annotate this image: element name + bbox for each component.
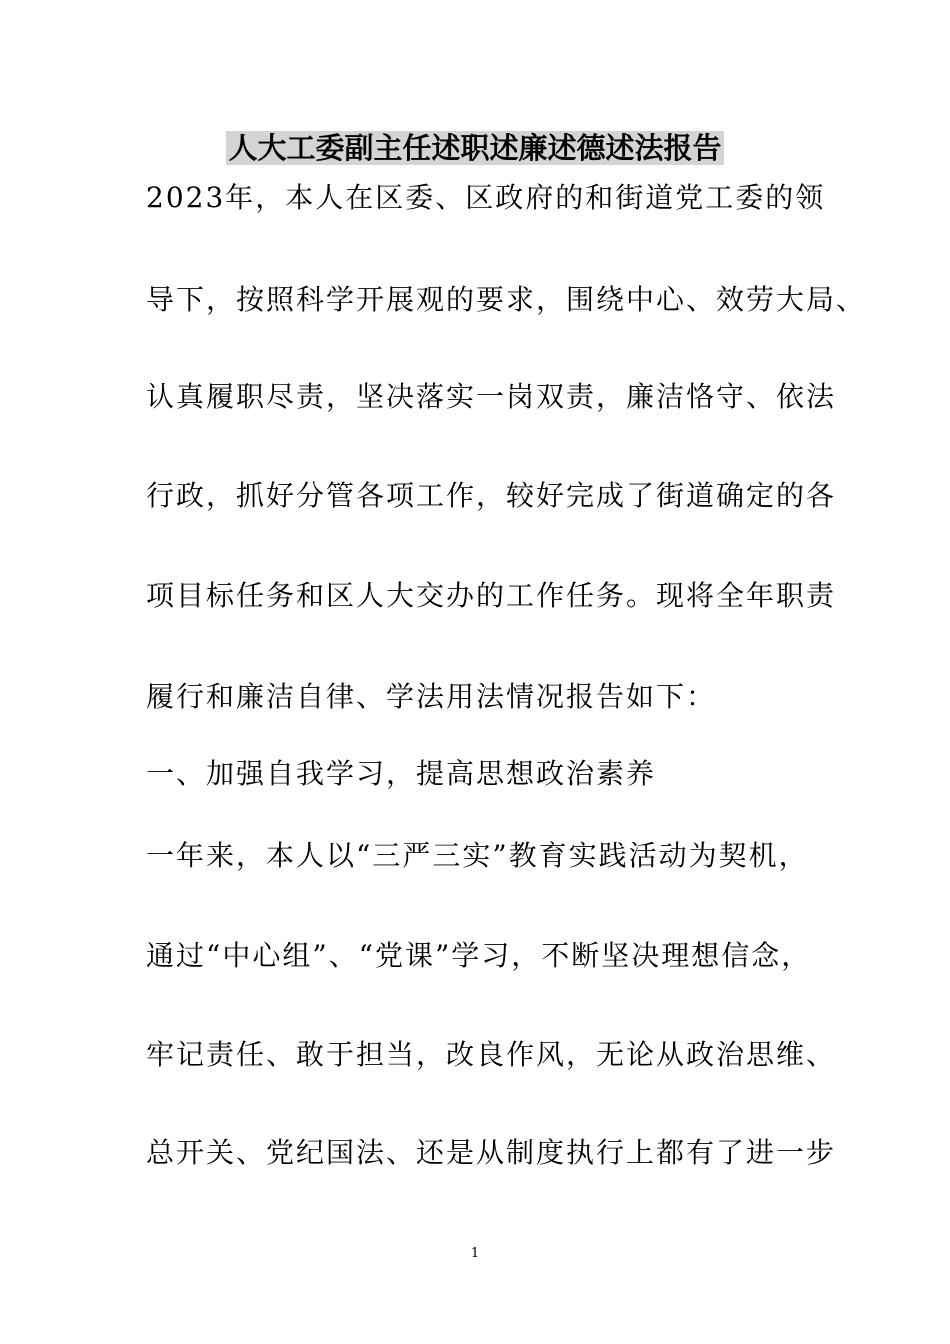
body-line: 2023年，本人在区委、区政府的和街道党工委的领 bbox=[146, 181, 826, 214]
document-title-text: 人大工委副主任述职述廉述德述法报告 bbox=[228, 131, 722, 165]
body-line: 认真履职尽责，坚决落实一岗双责，廉洁恪守、依法 bbox=[146, 380, 837, 413]
section-heading: 一、加强自我学习，提高思想政治素养 bbox=[146, 757, 657, 790]
body-line: 通过“中心组”、“党课”学习，不断坚决理想信念， bbox=[146, 939, 812, 972]
body-line: 总开关、党纪国法、还是从制度执行上都有了进一步 bbox=[146, 1136, 837, 1169]
body-line: 牢记责任、敢于担当，改良作风，无论从政治思维、 bbox=[146, 1038, 837, 1071]
body-line: 导下，按照科学开展观的要求，围绕中心、效劳大局、 bbox=[146, 283, 867, 316]
document-title bbox=[0, 126, 950, 170]
body-line: 项目标任务和区人大交办的工作任务。现将全年职责 bbox=[146, 579, 837, 612]
page-number: 1 bbox=[470, 1246, 480, 1261]
body-line: 一年来，本人以“三严三实”教育实践活动为契机， bbox=[146, 839, 809, 872]
body-line: 行政，抓好分管各项工作，较好完成了街道确定的各 bbox=[146, 479, 837, 512]
body-line: 履行和廉洁自律、学法用法情况报告如下： bbox=[146, 680, 717, 713]
